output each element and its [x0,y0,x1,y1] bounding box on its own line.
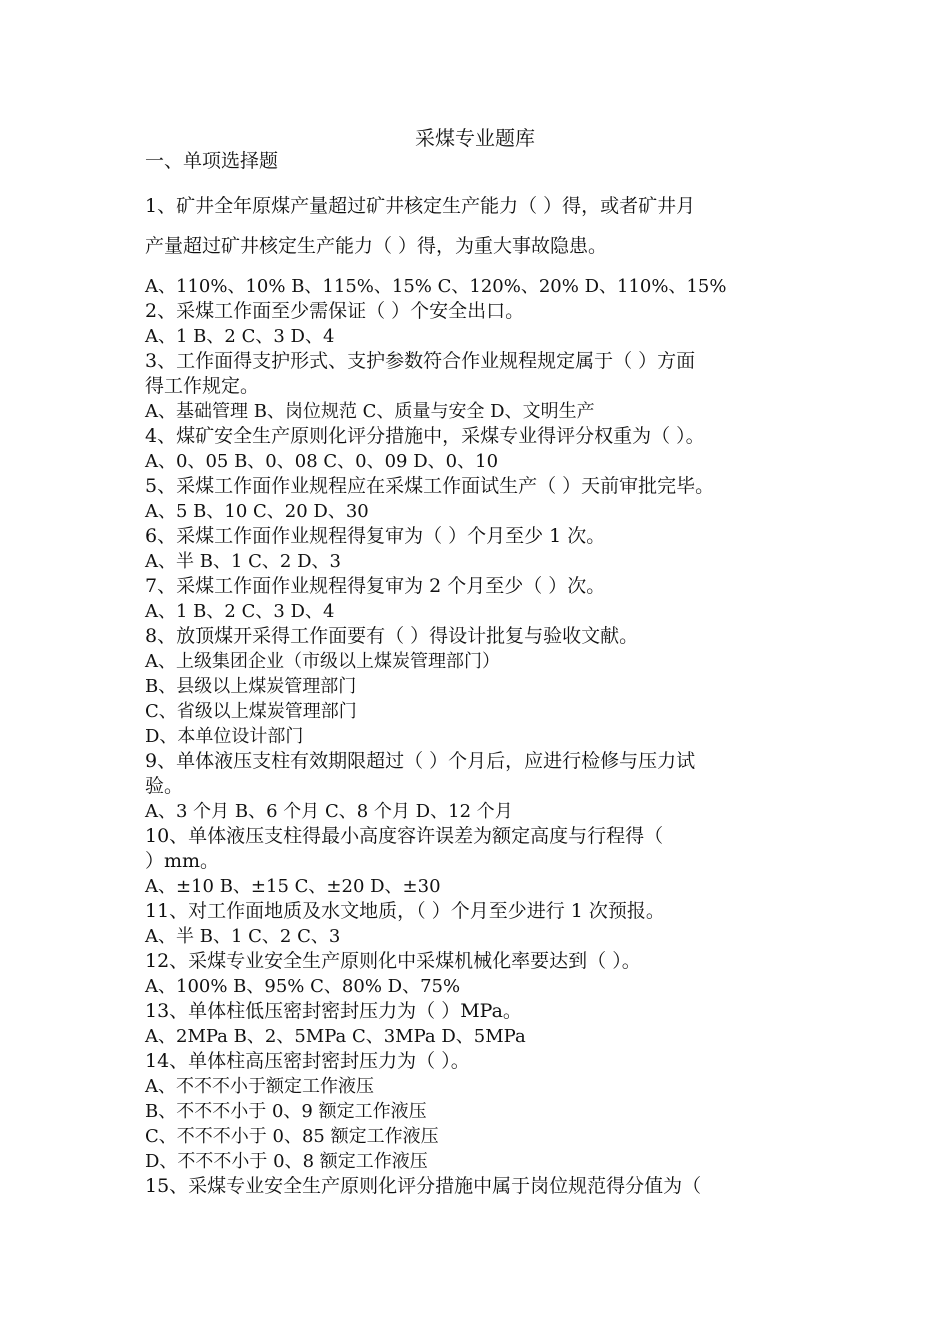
question-8: 8、放顶煤开采得工作面要有（ ）得设计批复与验收文献。 [145,625,639,647]
spacer [145,266,825,274]
question-6-options: A、半 B、1 C、2 D、3 [145,551,341,572]
question-9-line-1: 9、单体液压支柱有效期限超过（ ）个月后，应进行检修与压力试 [145,750,696,772]
question-5-options: A、5 B、10 C、20 D、30 [145,501,369,522]
question-14-option-b: B、不不不小于 0、9 额定工作液压 [145,1101,427,1122]
question-4-options: A、0、05 B、0、08 C、0、09 D、0、10 [145,451,499,472]
question-13-options: A、2MPa B、2、5MPa C、3MPa D、5MPa [145,1026,526,1047]
question-14-option-a: A、不不不小于额定工作液压 [145,1076,374,1097]
question-14-option-c: C、不不不小于 0、85 额定工作液压 [145,1126,439,1147]
question-1-options: A、110%、10% B、115%、15% C、120%、20% D、110%、15% [145,276,727,297]
question-10-line-2: ）mm。 [145,850,220,872]
question-8-option-c: C、省级以上煤炭管理部门 [145,701,357,722]
question-14: 14、单体柱高压密封密封压力为（ ）。 [145,1050,470,1072]
question-4: 4、煤矿安全生产原则化评分措施中，采煤专业得评分权重为（ ）。 [145,425,705,447]
question-10-line-1: 10、单体液压支柱得最小高度容许误差为额定高度与行程得（ [145,825,664,847]
question-2-options: A、1 B、2 C、3 D、4 [145,326,335,347]
question-2: 2、采煤工作面至少需保证（ ）个安全出口。 [145,300,525,322]
question-14-option-d: D、不不不小于 0、8 额定工作液压 [145,1151,428,1172]
question-1-line-1: 1、矿井全年原煤产量超过矿井核定生产能力（ ）得，或者矿井月 [145,195,696,217]
spacer [145,174,825,186]
question-6: 6、采煤工作面作业规程得复审为（ ）个月至少 1 次。 [145,525,606,547]
question-3-options: A、基础管理 B、岗位规范 C、质量与安全 D、文明生产 [145,401,595,422]
question-3-line-1: 3、工作面得支护形式、支护参数符合作业规程规定属于（ ）方面 [145,350,696,372]
question-12: 12、采煤专业安全生产原则化中采煤机械化率要达到（ ）。 [145,950,641,972]
question-7: 7、采煤工作面作业规程得复审为 2 个月至少（ ）次。 [145,575,606,597]
question-12-options: A、100% B、95% C、80% D、75% [145,976,461,997]
question-8-option-b: B、县级以上煤炭管理部门 [145,676,357,697]
question-15: 15、采煤专业安全生产原则化评分措施中属于岗位规范得分值为（ [145,1175,702,1197]
question-8-option-a: A、上级集团企业（市级以上煤炭管理部门） [145,651,500,672]
question-list [145,149,825,1199]
question-7-options: A、1 B、2 C、3 D、4 [145,601,335,622]
question-1-line-2: 产量超过矿井核定生产能力（ ）得，为重大事故隐患。 [145,235,608,257]
question-5: 5、采煤工作面作业规程应在采煤工作面试生产（ ）天前审批完毕。 [145,475,715,497]
question-10-options: A、±10 B、±15 C、±20 D、±30 [145,876,441,897]
question-3-line-2: 得工作规定。 [145,375,260,397]
question-9-line-2: 验。 [145,775,184,797]
question-8-option-d: D、本单位设计部门 [145,726,304,747]
question-11: 11、对工作面地质及水文地质，（ ）个月至少进行 1 次预报。 [145,900,665,922]
question-11-options: A、半 B、1 C、2 C、3 [145,926,341,947]
question-13: 13、单体柱低压密封密封压力为（ ）MPa。 [145,1000,522,1022]
section-heading: 一、单项选择题 [145,150,279,172]
question-9-options: A、3 个月 B、6 个月 C、8 个月 D、12 个月 [145,801,513,822]
document-title: 采煤专业题库 [415,126,535,150]
